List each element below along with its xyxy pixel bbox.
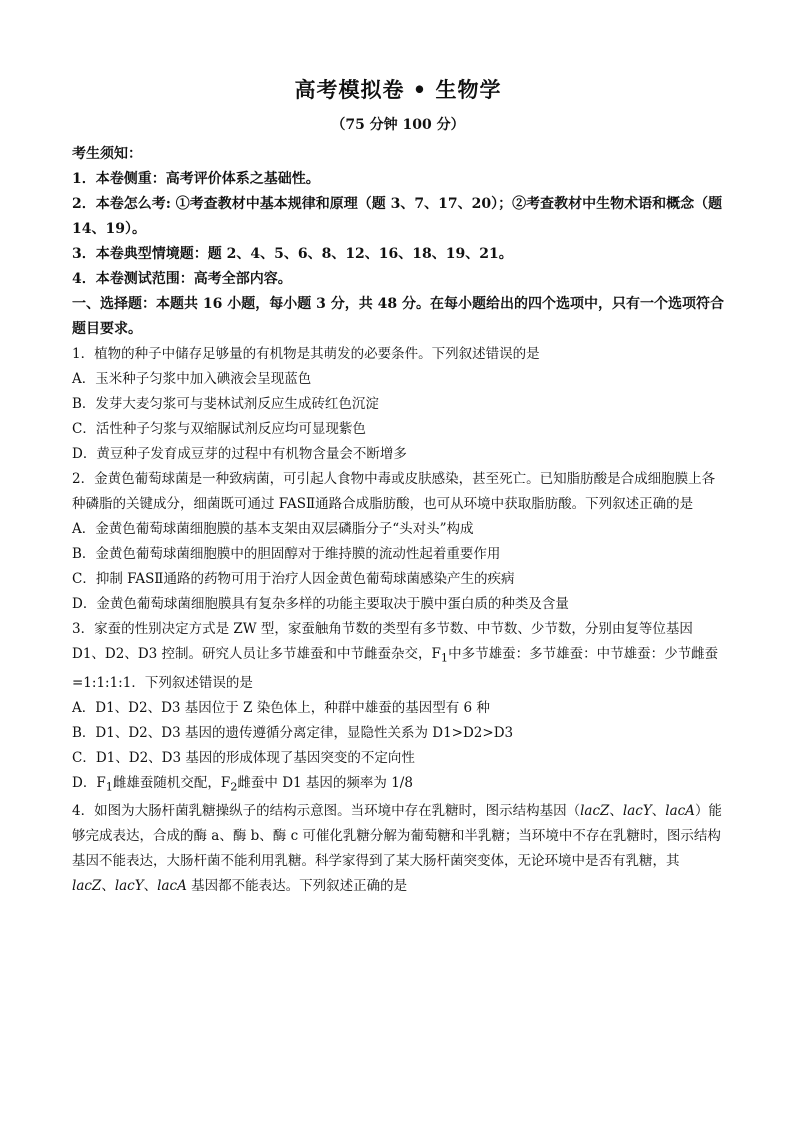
question-option: D．金黄色葡萄球菌细胞膜具有复杂多样的功能主要取决于膜中蛋白质的种类及含量 — [72, 596, 569, 612]
question-option: A．D1、D2、D3 基因位于 Z 染色体上，种群中雄蚕的基因型有 6 种 — [72, 699, 490, 716]
question-option: B．金黄色葡萄球菌细胞膜中的胆固醇对于维持膜的流动性起着重要作用 — [72, 546, 501, 562]
question-option: B．D1、D2、D3 基因的遗传遵循分离定律，显隐性关系为 D1>D2>D3 — [72, 724, 514, 741]
notice-item: 3．本卷典型情境题：题 2、4、5、6、8、12、16、18、19、21。 — [72, 246, 513, 262]
notice-item: 2．本卷怎么考: ①考查教材中基本规律和原理（题 3、7、17、20）；②考查教材中生物术语和概念（题 14、19）。 — [72, 196, 723, 237]
question-option: D．$F_1$雌雄蚕随机交配，$F_2$雌蚕中 D1 基因的频率为 1/8 — [72, 774, 413, 794]
question-stem: 2．金黄色葡萄球菌是一种致病菌，可引起人食物中毒或皮肤感染，甚至死亡。已知脂肪酸是合成细胞膜上各种磷脂的关键成分，细菌既可通过 FASⅡ通路合成脂肪酸，也可从环境中获取脂肪酸。下列叙述正确的是 — [72, 471, 716, 512]
question-option: C．活性种子匀浆与双缩脲试剂反应均可显现紫色 — [72, 421, 366, 437]
question-option: A．玉米种子匀浆中加入碘液会呈现蓝色 — [72, 371, 312, 387]
question-option: C．抑制 FASⅡ通路的药物可用于治疗人因金黄色葡萄球菌感染产生的疾病 — [72, 571, 515, 587]
section-heading: 一、选择题：本题共 16 小题，每小题 3 分，共 48 分。在每小题给出的四个选项中，只有一个选项符合题目要求。 — [72, 296, 724, 337]
question-option: C．D1、D2、D3 基因的形成体现了基因突变的不定向性 — [72, 749, 415, 766]
notice-item: 1．本卷侧重：高考评价体系之基础性。 — [72, 171, 320, 187]
question-option: B．发芽大麦匀浆可与斐林试剂反应生成砖红色沉淀 — [72, 396, 379, 412]
question-option: A．金黄色葡萄球菌细胞膜的基本支架由双层磷脂分子“头对头”构成 — [72, 521, 474, 537]
notice-heading: 考生须知： — [72, 146, 142, 162]
question-option: D．黄豆种子发育成豆芽的过程中有机物含量会不断增多 — [72, 446, 407, 462]
exam-page — [72, 70, 724, 899]
question-stem: 1．植物的种子中储存足够量的有机物是其萌发的必要条件。下列叙述错误的是 — [72, 346, 540, 362]
question-stem: 3．家蚕的性别决定方式是 ZW 型，家蚕触角节数的类型有多节数、中节数、少节数，分别由复等位基因 D1、D2、D3 控制。研究人员让多节雄蚕和中节雌蚕杂交，$F_1$中多节雄蚕：多节雄蚕：中节雄蚕：少节雌蚕=1:1:1:1．下列叙述错误的是 — [72, 621, 719, 691]
notice-item: 4．本卷测试范围：高考全部内容。 — [72, 271, 292, 287]
page-title: 高考模拟卷 • 生物学 — [294, 77, 502, 102]
question-stem: 4．如图为大肠杆菌乳糖操纵子的结构示意图。当环境中存在乳糖时，图示结构基因（lacZ、lacY、lacA）能够完成表达，合成的酶 a、酶 b、酶 c 可催化乳糖分解为葡萄糖和半乳糖；当环境中不存在乳糖时，图示结构基因不能表达，大肠杆菌不能利用乳糖。科学家得到了某大肠杆菌突变体，无论环境中是否有乳糖，其 lacZ、lacY、lacA 基因都不能表达。下列叙述正确的是 — [72, 803, 722, 895]
page-subtitle: （75 分钟 100 分） — [331, 117, 465, 133]
